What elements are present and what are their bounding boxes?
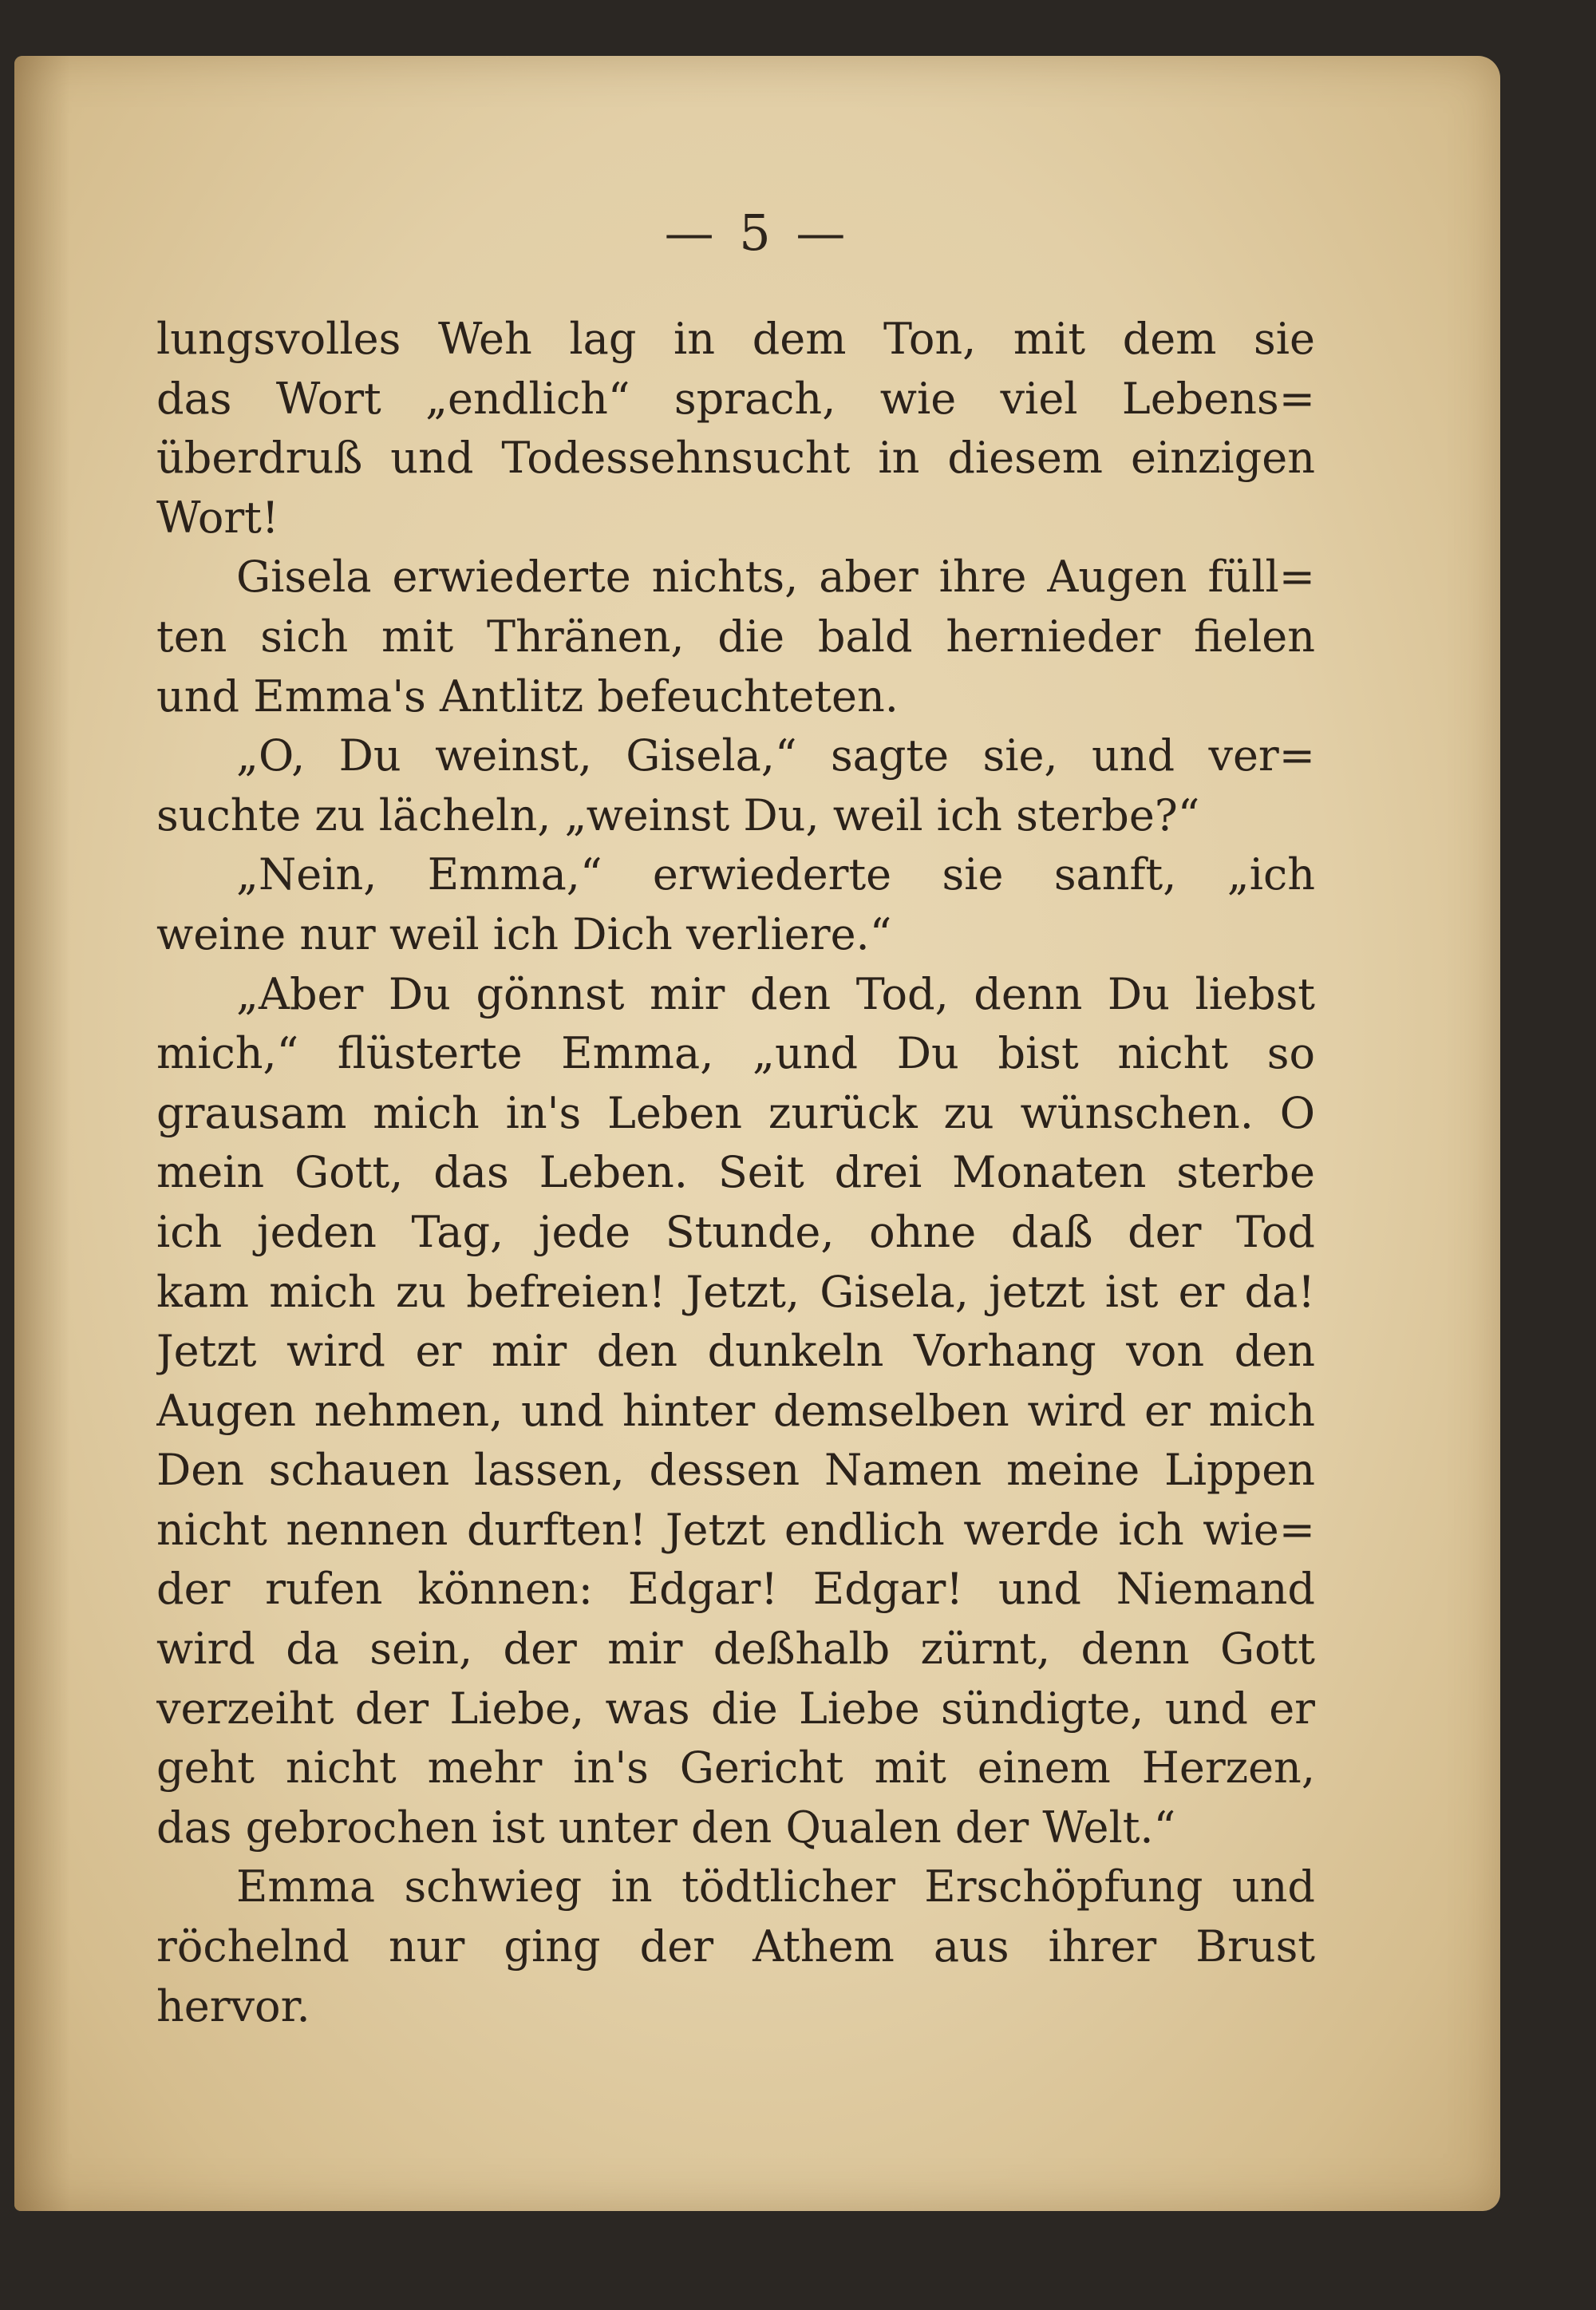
text-line: mich,“ flüsterte Emma, „und Du bist nicht so <box>156 1028 1315 1079</box>
text-line: Jetzt wird er mir den dunkeln Vorhang von den <box>156 1326 1315 1377</box>
text-line: Augen nehmen, und hinter demselben wird er mich <box>156 1385 1315 1436</box>
text-line: nicht nennen durften! Jetzt endlich werde ich wie= <box>156 1504 1315 1555</box>
text-line: „Aber Du gönnst mir den Tod, denn Du liebst <box>236 968 1315 1019</box>
text-line: lungsvolles Weh lag in dem Ton, mit dem sie <box>156 314 1315 364</box>
text-line: und Emma's Antlitz befeuchteten. <box>156 670 899 722</box>
text-line: „O, Du weinst, Gisela,“ sagte sie, und ver= <box>236 730 1315 781</box>
text-line: Gisela erwiederte nichts, aber ihre Augen füll= <box>236 552 1315 603</box>
text-line: Den schauen lassen, dessen Namen meine Lippen <box>156 1445 1315 1496</box>
text-line: „Nein, Emma,“ erwiederte sie sanft, „ich <box>236 849 1315 900</box>
text-line: ich jeden Tag, jede Stunde, ohne daß der Tod <box>156 1206 1315 1257</box>
body-text <box>156 310 1315 2036</box>
text-line: mein Gott, das Leben. Seit drei Monaten sterbe <box>156 1147 1315 1198</box>
text-line: grausam mich in's Leben zurück zu wünschen. O <box>156 1087 1315 1138</box>
text-line: wird da sein, der mir deßhalb zürnt, denn Gott <box>156 1624 1315 1675</box>
text-line: suchte zu lächeln, „weinst Du, weil ich sterbe?“ <box>156 789 1200 841</box>
paper-page <box>14 56 1500 2211</box>
text-line: ten sich mit Thränen, die bald hernieder fielen <box>156 611 1315 662</box>
text-line: hervor. <box>156 1980 310 2031</box>
page-number: — 5 — <box>664 204 851 262</box>
text-line: das gebrochen ist unter den Qualen der Welt.“ <box>156 1802 1176 1853</box>
text-line: röchelnd nur ging der Athem aus ihrer Brust <box>156 1921 1315 1972</box>
text-line: Emma schwieg in tödtlicher Erschöpfung und <box>236 1861 1315 1912</box>
text-line: kam mich zu befreien! Jetzt, Gisela, jetzt ist er da! <box>156 1266 1315 1317</box>
text-line: Wort! <box>156 492 279 543</box>
text-line: weine nur weil ich Dich verliere.“ <box>156 908 892 959</box>
text-line: überdruß und Todessehnsucht in diesem einzigen <box>156 433 1315 484</box>
text-line: geht nicht mehr in's Gericht mit einem Herzen, <box>156 1742 1315 1794</box>
text-line: das Wort „endlich“ sprach, wie viel Lebens= <box>156 373 1315 424</box>
text-line: verzeiht der Liebe, was die Liebe sündigte, und er <box>156 1683 1315 1734</box>
text-line: der rufen können: Edgar! Edgar! und Niemand <box>156 1564 1315 1615</box>
